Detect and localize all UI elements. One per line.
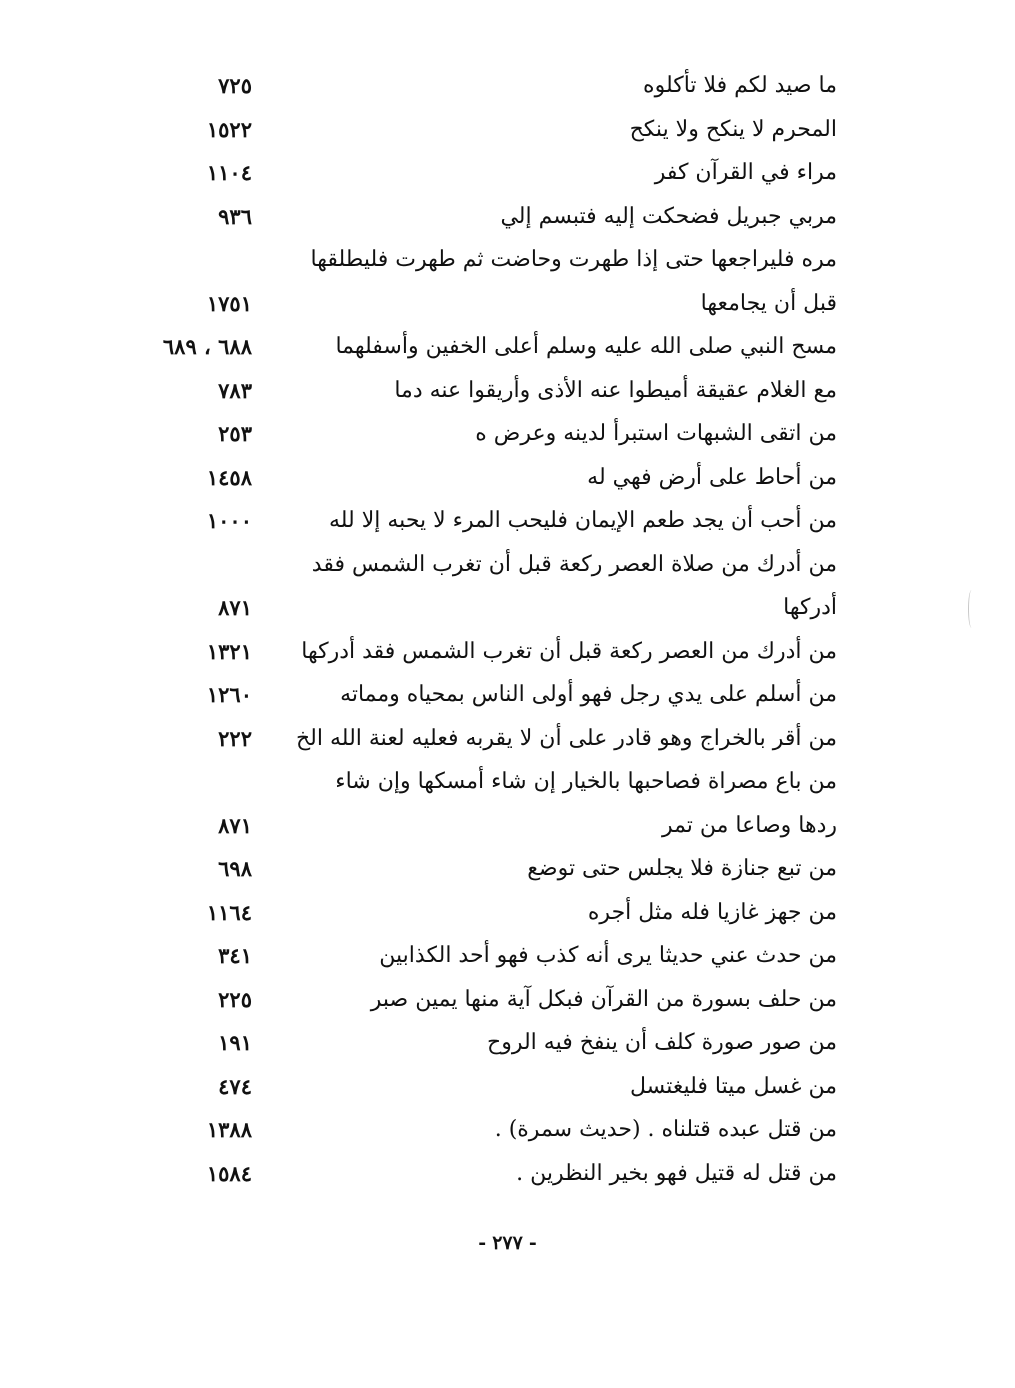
hadith-index-list [0,64,1015,1195]
page-number-dash-left: - [478,1232,487,1254]
index-entry [0,717,1015,761]
index-entry [0,673,1015,717]
reference-number: ٩٣٦ [218,203,252,229]
hadith-text: ردها وصاعا من تمر [661,812,837,838]
hadith-text: مع الغلام عقيقة أميطوا عنه الأذى وأريقوا عنه دما [394,377,837,403]
reference-number: ٢٥٣ [218,421,252,446]
hadith-text: من أدرك من صلاة العصر ركعة قبل أن تغرب الشمس فقد [311,551,837,577]
hadith-text: مره فليراجعها حتى إذا طهرت وحاضت ثم طهرت فليطلقها [310,247,837,272]
index-entry [0,586,1015,630]
reference-number: ٤٧٤ [218,1073,252,1099]
index-entry [0,282,1015,326]
reference-number: ٦٨٨ ، ٦٨٩ [162,334,252,359]
reference-number: ٧٢٥ [218,73,252,98]
hadith-text: من قتل له قتيل فهو بخير النظرين . [516,1160,837,1186]
reference-number: ٨٧١ [218,595,252,620]
index-entry [0,934,1015,978]
hadith-text: من باع مصراة فصاحبها بالخيار إن شاء أمسكها وإن شاء [335,769,837,794]
reference-number: ١٩١ [218,1030,252,1055]
index-entry [0,804,1015,848]
reference-number: ١٥٢٢ [206,116,252,142]
index-entry [0,325,1015,369]
hadith-text: المحرم لا ينكح ولا ينكح [629,116,837,142]
hadith-text: من جهز غازيا فله مثل أجره [587,899,837,925]
index-entry [0,891,1015,935]
index-entry [0,499,1015,543]
reference-number: ١٧٥١ [206,290,252,316]
index-entry [0,108,1015,152]
index-entry [0,64,1015,108]
hadith-text: من أسلم على يدي رجل فهو أولى الناس بمحياه ومماته [340,682,837,707]
reference-number: ١١٠٤ [206,160,252,185]
hadith-text: قبل أن يجامعها [700,290,837,316]
index-entry [0,630,1015,674]
hadith-text: مسح النبي صلى الله عليه وسلم أعلى الخفين وأسفلهما [335,334,837,359]
index-entry [0,151,1015,195]
page-number-dash-right: - [528,1232,537,1254]
reference-number: ١٠٠٠ [206,508,252,533]
index-entry [0,543,1015,587]
reference-number: ٦٩٨ [218,856,252,881]
reference-number: ١١٦٤ [206,899,252,925]
reference-number: ٢٢٥ [218,986,252,1012]
reference-number: ٧٨٣ [218,377,252,403]
index-entry [0,978,1015,1022]
hadith-text: من تبع جنازة فلا يجلس حتى توضع [527,856,837,881]
hadith-text: مربي جبريل فضحكت إليه فتبسم إلي [500,203,837,229]
margin-scan-mark [968,590,975,628]
reference-number: ٣٤١ [218,943,252,968]
hadith-text: من حلف بسورة من القرآن فبكل آية منها يمين صبر [370,986,837,1012]
page-number [0,1232,1015,1254]
hadith-text: من قتل عبده قتلناه . (حديث سمرة) . [494,1117,837,1142]
index-entry [0,369,1015,413]
index-entry [0,1021,1015,1065]
index-entry [0,1065,1015,1109]
reference-number: ١٣٢١ [206,638,252,664]
hadith-text: من أقر بالخراج وهو قادر على أن لا يقربه فعليه لعنة الله الخ [295,725,837,751]
reference-number: ١٤٥٨ [206,464,252,490]
hadith-text: ما صيد لكم فلا تأكلوه [643,73,837,98]
reference-number: ١٥٨٤ [206,1160,252,1186]
page-number-value: ٢٧٧ [492,1232,523,1254]
index-entry [0,456,1015,500]
hadith-text: من أدرك من العصر ركعة قبل أن تغرب الشمس فقد أدركها [301,638,837,664]
hadith-text: مراء في القرآن كفر [654,160,837,185]
index-entry [0,847,1015,891]
reference-number: ٨٧١ [218,812,252,838]
hadith-text: من اتقى الشبهات استبرأ لدينه وعرض ه [475,421,837,446]
hadith-text: من غسل ميتا فليغتسل [629,1073,837,1099]
hadith-text: من صور صورة كلف أن ينفخ فيه الروح [487,1030,837,1055]
reference-number: ١٢٦٠ [206,682,252,707]
hadith-text: أدركها [783,595,837,620]
hadith-text: من حدث عني حديثا يرى أنه كذب فهو أحد الكذابين [379,943,837,968]
reference-number: ١٣٨٨ [206,1117,252,1142]
index-entry [0,195,1015,239]
index-entry [0,1108,1015,1152]
hadith-text: من أحب أن يجد طعم الإيمان فليحب المرء لا يحبه إلا لله [328,508,837,533]
index-entry [0,238,1015,282]
index-entry [0,1152,1015,1196]
index-entry [0,760,1015,804]
reference-number: ٢٢٢ [218,725,252,751]
index-entry [0,412,1015,456]
hadith-text: من أحاط على أرض فهي له [587,464,837,490]
